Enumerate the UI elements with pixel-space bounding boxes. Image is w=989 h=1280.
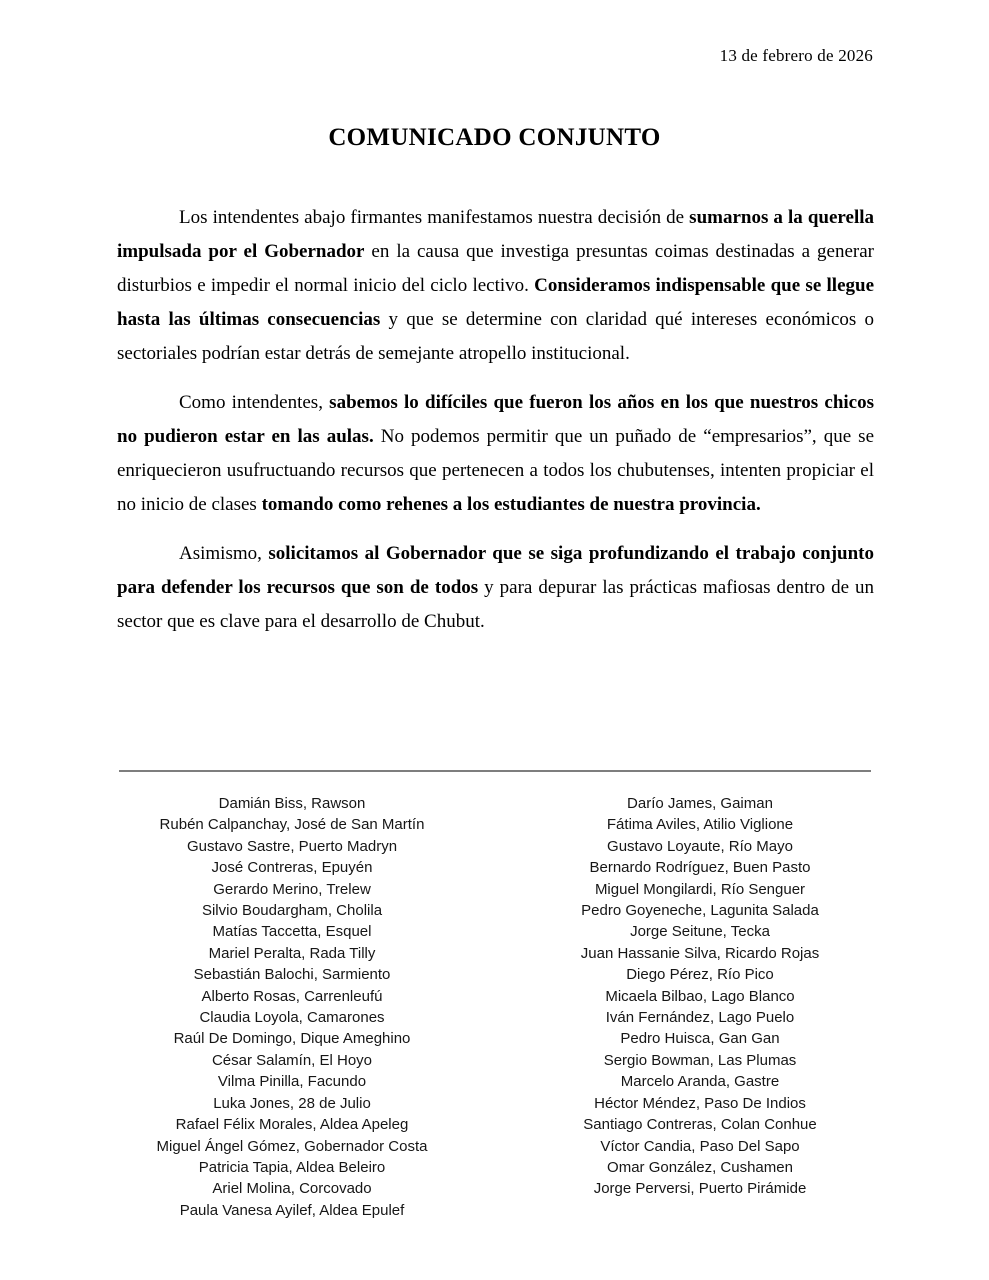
signatory-entry: Jorge Seitune, Tecka (630, 923, 770, 941)
signatory-entry: José Contreras, Epuyén (211, 859, 373, 877)
signatory-entry: Jorge Perversi, Puerto Pirámide (593, 1180, 807, 1198)
text-run: Asimismo, (179, 543, 269, 564)
signatory-entry: Santiago Contreras, Colan Conhue (583, 1116, 817, 1134)
signatory-entry: Víctor Candia, Paso Del Sapo (600, 1137, 800, 1155)
text-run: y para depurar las prácticas mafiosas dentro de un sector que es clave para el desarrollo de Chubut. (117, 577, 874, 632)
signatory-entry: Gustavo Sastre, Puerto Madryn (186, 837, 398, 855)
body-paragraph (117, 201, 874, 371)
body-paragraph (117, 537, 874, 639)
bold-text-run: tomando como rehenes a los estudiantes de nuestra provincia. (261, 494, 761, 515)
signatories-left-column (102, 793, 482, 1221)
signatory-entry: Claudia Loyola, Camarones (199, 1009, 385, 1027)
signatory-entry: Miguel Mongilardi, Río Senguer (594, 880, 806, 898)
signatory-entry: Vilma Pinilla, Facundo (217, 1073, 367, 1091)
signatory-entry: Damián Biss, Rawson (218, 795, 366, 812)
signatory-entry: Mariel Peralta, Rada Tilly (208, 944, 376, 962)
signatory-entry: Pedro Huisca, Gan Gan (620, 1030, 780, 1048)
signatory-entry: Diego Pérez, Río Pico (626, 966, 774, 984)
bold-text-run: solicitamos al Gobernador que se siga profundizando el trabajo conjunto para defender los recursos que son de todos (117, 543, 874, 598)
text-run: y que se determine con claridad qué intereses económicos o sectoriales podrían estar detrás de semejante atropello institucional. (117, 309, 874, 364)
bold-text-run: sabemos lo difíciles que fueron los años en los que nuestros chicos no pudieron estar en las aulas. (117, 392, 875, 447)
document-title: COMUNICADO CONJUNTO (328, 124, 661, 151)
signatory-entry: Darío James, Gaiman (627, 795, 773, 812)
signatory-entry: Patricia Tapia, Aldea Beleiro (198, 1158, 386, 1176)
signatory-entry: Rubén Calpanchay, José de San Martín (159, 816, 425, 834)
signatory-entry: Paula Vanesa Ayilef, Aldea Epulef (179, 1201, 405, 1219)
signatory-entry: Sergio Bowman, Las Plumas (603, 1051, 797, 1069)
signatory-entry: César Salamín, El Hoyo (211, 1051, 373, 1069)
signatory-entry: Omar González, Cushamen (607, 1158, 793, 1176)
signatory-entry: Miguel Ángel Gómez, Gobernador Costa (156, 1137, 428, 1155)
text-run: en la causa que investiga presuntas coimas destinadas a generar disturbios e impedir el normal inicio del ciclo lectivo. (117, 241, 874, 296)
text-run: No podemos permitir que un puñado de “empresarios”, que se enriquecieron usufructuando recursos que pertenecen a todos los chubutenses, intenten propiciar el no inicio de clases (117, 426, 874, 515)
signatory-entry: Silvio Boudargham, Cholila (201, 902, 383, 920)
signatory-entry: Luka Jones, 28 de Julio (213, 1094, 371, 1112)
signatory-entry: Gerardo Merino, Trelew (213, 880, 371, 898)
document-body (117, 201, 874, 654)
signatory-entry: Raúl De Domingo, Dique Ameghino (173, 1030, 411, 1048)
signatory-entry: Bernardo Rodríguez, Buen Pasto (589, 859, 811, 877)
body-paragraph (117, 386, 874, 522)
signatory-entry: Rafael Félix Morales, Aldea Apeleg (175, 1116, 409, 1134)
signatory-entry: Marcelo Aranda, Gastre (620, 1073, 780, 1091)
signatory-entry: Ariel Molina, Corcovado (212, 1180, 372, 1198)
signatory-entry: Alberto Rosas, Carrenleufú (201, 987, 383, 1005)
signatories-section (0, 793, 989, 1233)
signatory-entry: Sebastián Balochi, Sarmiento (193, 966, 391, 984)
text-run: Como intendentes, (179, 392, 330, 413)
signatory-entry: Matías Taccetta, Esquel (212, 923, 372, 941)
signatories-right-column (510, 793, 890, 1200)
signatory-entry: Micaela Bilbao, Lago Blanco (605, 987, 795, 1005)
text-run: Los intendentes abajo firmantes manifestamos nuestra decisión de (179, 207, 690, 228)
signatory-entry: Héctor Méndez, Paso De Indios (594, 1094, 806, 1112)
signatory-entry: Iván Fernández, Lago Puelo (605, 1009, 795, 1027)
bold-text-run: Consideramos indispensable que se llegue hasta las últimas consecuencias (117, 275, 874, 330)
signatory-entry: Juan Hassanie Silva, Ricardo Rojas (580, 944, 820, 962)
signatory-entry: Fátima Aviles, Atilio Viglione (606, 816, 794, 834)
date-text: 13 de febrero de 2026 (719, 46, 873, 65)
signatory-entry: Pedro Goyeneche, Lagunita Salada (581, 902, 819, 920)
signatory-entry: Gustavo Loyaute, Río Mayo (607, 837, 793, 855)
bold-text-run: sumarnos a la querella impulsada por el Gobernador (117, 207, 875, 262)
signature-divider (119, 770, 871, 772)
